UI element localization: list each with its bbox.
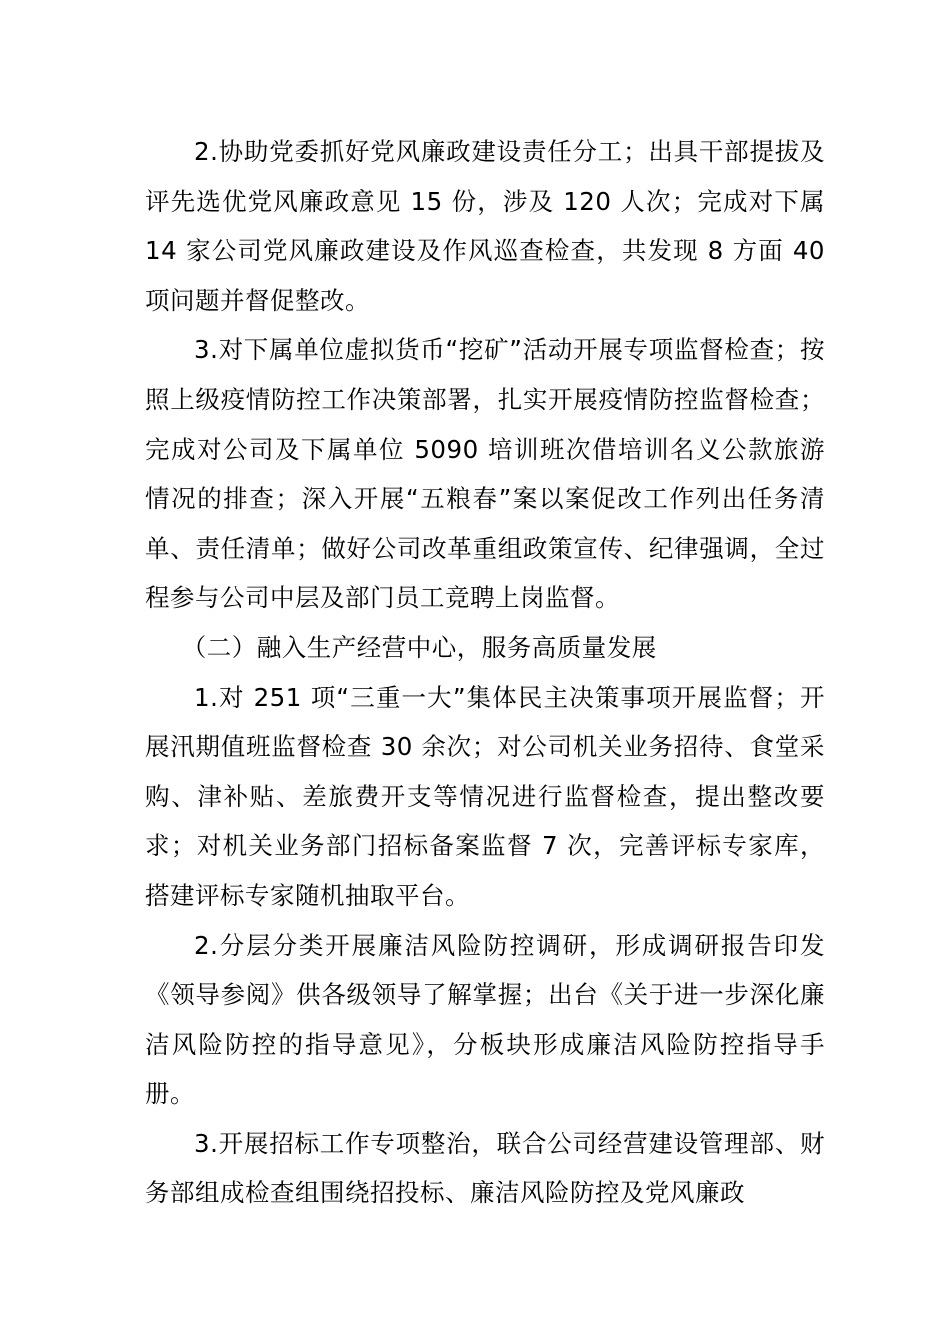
paragraph-item-2-responsibility: 2.协助党委抓好党风廉政建设责任分工；出具干部提拔及评先选优党风廉政意见 15 份，涉及 120 人次；完成对下属 14 家公司党风廉政建设及作风巡查检查，共发现 8 方面 40 项问题并督促整改。 [145, 137, 825, 315]
paragraph-item-2-risk-research: 2.分层分类开展廉洁风险防控调研，形成调研报告印发《领导参阅》供各级领导了解掌握；出台《关于进一步深化廉洁风险防控的指导意见》，分板块形成廉洁风险防控指导手册。 [145, 930, 825, 1109]
document-body [145, 127, 825, 1218]
section-heading: （二）融入生产经营中心，服务高质量发展 [181, 632, 657, 662]
paragraph-item-1-decision-supervision: 1.对 251 项“三重一大”集体民主决策事项开展监督；开展汛期值班监督检查 30 余次；对公司机关业务招待、食堂采购、津补贴、差旅费开支等情况进行监督检查，提出整改要求；对机关业务部门招标备案监督 7 次，完善评标专家库，搭建评标专家随机抽取平台。 [145, 682, 825, 910]
paragraph-item-3-bidding-rectification: 3.开展招标工作专项整治，联合公司经营建设管理部、财务部组成检查组围绕招投标、廉洁风险防控及党风廉政 [145, 1128, 825, 1208]
paragraph-item-3-special-supervision: 3.对下属单位虚拟货币“挖矿”活动开展专项监督检查；按照上级疫情防控工作决策部署，扎实开展疫情防控监督检查；完成对公司及下属单位 5090 培训班次借培训名义公款旅游情况的排查；深入开展“五粮春”案以案促改工作列出任务清单、责任清单；做好公司改革重组政策宣传、纪律强调，全过程参与公司中层及部门员工竞聘上岗监督。 [145, 335, 825, 613]
